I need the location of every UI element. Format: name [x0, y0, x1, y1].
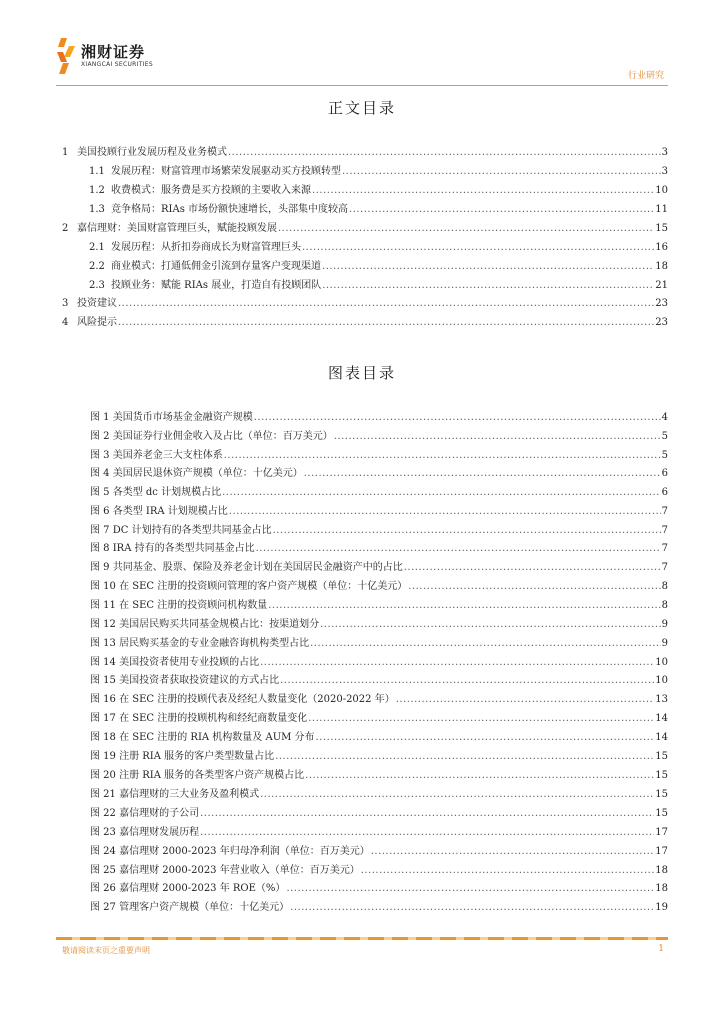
toc-page: 15 [655, 223, 668, 234]
figure-leader [308, 712, 654, 726]
figure-text: 图 13 居民购买基金的专业金融咨询机构类型占比 [90, 638, 310, 649]
figure-leader [361, 864, 655, 878]
figure-leader [286, 882, 654, 896]
figure-text: 图 7 DC 计划持有的各类型共同基金占比 [90, 525, 272, 536]
toc-page: 3 [661, 166, 668, 177]
toc-leader [322, 279, 654, 293]
figure-leader [334, 430, 661, 444]
figure-leader [260, 788, 654, 802]
figure-text: 图 17 在 SEC 注册的投顾机构和经纪商数量变化 [90, 713, 308, 724]
figure-leader [222, 486, 661, 500]
toc-leader [278, 222, 654, 236]
figure-entry[interactable] [90, 750, 668, 764]
figure-leader [273, 524, 661, 538]
figure-text: 图 15 美国投资者获取投资建议的方式占比 [90, 675, 280, 686]
toc-page: 16 [655, 242, 668, 253]
figure-text: 图 23 嘉信理财发展历程 [90, 827, 200, 838]
figure-leader [305, 769, 654, 783]
figure-text: 图 2 美国证券行业佣金收入及占比（单位：百万美元） [90, 431, 333, 442]
figure-page: 6 [661, 487, 668, 498]
figure-entry[interactable] [90, 807, 668, 821]
figure-leader [408, 580, 660, 594]
figure-entry[interactable] [90, 599, 668, 613]
figure-leader [260, 656, 654, 670]
figure-entry[interactable] [90, 769, 668, 783]
figure-leader [200, 807, 654, 821]
toc-page: 23 [655, 317, 668, 328]
toc-leader [342, 165, 661, 179]
figure-page: 10 [655, 675, 668, 686]
figure-text: 图 22 嘉信理财的子公司 [90, 808, 200, 819]
figure-text: 图 20 注册 RIA 服务的各类型客户资产规模占比 [90, 770, 305, 781]
figure-entry[interactable] [90, 788, 668, 802]
toc-number: 1.3 [89, 204, 105, 215]
toc-page: 23 [655, 298, 668, 309]
figure-page: 7 [661, 525, 668, 536]
figure-page: 9 [661, 638, 668, 649]
toc-title: 正文目录 [327, 99, 396, 117]
figure-leader [229, 505, 661, 519]
footer-divider [56, 937, 668, 940]
toc-text: 商业模式：打通低佣金引流到存量客户变现渠道 [111, 261, 321, 272]
figure-page: 9 [661, 619, 668, 630]
toc-number: 2 [62, 223, 69, 234]
toc-text: 发展历程：从折扣券商成长为财富管理巨头 [111, 242, 301, 253]
figure-text: 图 19 注册 RIA 服务的客户类型数量占比 [90, 751, 275, 762]
figure-entry[interactable] [90, 731, 668, 745]
toc-entry[interactable] [62, 146, 668, 160]
figure-leader [290, 901, 654, 915]
figure-leader [275, 750, 654, 764]
figure-entry[interactable] [90, 449, 668, 463]
toc-text: 发展历程：财富管理市场繁荣发展驱动买方投顾转型 [111, 166, 341, 177]
toc-number: 2.3 [89, 280, 105, 291]
report-category: 行业研究 [627, 71, 664, 81]
figure-page: 8 [661, 600, 668, 611]
figure-entry[interactable] [90, 505, 668, 519]
toc-page: 10 [655, 185, 668, 196]
toc-number: 2.2 [89, 261, 105, 272]
toc-text: 投资建议 [77, 298, 117, 309]
figure-page: 15 [655, 751, 668, 762]
figure-page: 18 [655, 883, 668, 894]
figure-text: 图 4 美国居民退休资产规模（单位：十亿美元） [90, 468, 303, 479]
figure-page: 7 [661, 543, 668, 554]
figure-entry[interactable] [90, 542, 668, 556]
figure-entry[interactable] [90, 693, 668, 707]
figure-leader [224, 449, 661, 463]
toc-entry[interactable] [62, 316, 668, 330]
toc-leader [118, 297, 654, 311]
figure-page: 17 [655, 846, 668, 857]
toc-entry[interactable] [62, 222, 668, 236]
figure-entry[interactable] [90, 845, 668, 859]
toc-leader [349, 203, 654, 217]
figure-page: 15 [655, 770, 668, 781]
toc-entry[interactable] [89, 279, 668, 293]
toc-number: 1.2 [89, 185, 105, 196]
figure-entry[interactable] [90, 656, 668, 670]
figure-leader [254, 411, 661, 425]
figure-page: 15 [655, 808, 668, 819]
toc-entry[interactable] [89, 241, 668, 255]
figure-text: 图 10 在 SEC 注册的投资顾问管理的客户资产规模（单位：十亿美元） [90, 581, 408, 592]
figure-page: 14 [655, 713, 668, 724]
figure-leader [304, 467, 661, 481]
figure-entry[interactable] [90, 561, 668, 575]
toc-text: 收费模式：服务费是买方投顾的主要收入来源 [111, 185, 311, 196]
figure-entry[interactable] [90, 712, 668, 726]
toc-leader [302, 241, 654, 255]
toc-number: 1.1 [89, 166, 105, 177]
figure-entry[interactable] [90, 674, 668, 688]
figure-page: 19 [655, 902, 668, 913]
toc-page: 18 [655, 261, 668, 272]
footer-disclaimer: 敬请阅读末页之重要声明 [62, 946, 150, 955]
figure-page: 7 [661, 562, 668, 573]
toc-text: 嘉信理财：美国财富管理巨头，赋能投顾发展 [77, 223, 277, 234]
toc-number: 1 [62, 147, 69, 158]
logo-mark-icon [55, 38, 77, 74]
figure-entry[interactable] [90, 864, 668, 878]
toc-number: 2.1 [89, 242, 105, 253]
figure-entry[interactable] [90, 411, 668, 425]
figure-leader [268, 599, 660, 613]
figure-entry[interactable] [90, 430, 668, 444]
toc-entry[interactable] [89, 165, 668, 179]
figure-leader [200, 826, 654, 840]
figure-leader [316, 731, 655, 745]
figure-entry[interactable] [90, 826, 668, 840]
brand-name-cn: 湘财证券 [81, 43, 146, 61]
figure-page: 6 [661, 468, 668, 479]
figure-entry[interactable] [90, 524, 668, 538]
figure-page: 18 [655, 865, 668, 876]
toc-entry[interactable] [62, 297, 668, 311]
header-divider [56, 85, 668, 86]
figure-page: 17 [655, 827, 668, 838]
company-logo [55, 38, 195, 78]
figures-title: 图表目录 [327, 364, 396, 382]
figure-text: 图 6 各类型 IRA 计划规模占比 [90, 506, 228, 517]
toc-number: 3 [62, 298, 69, 309]
figure-entry[interactable] [90, 486, 668, 500]
figure-leader [310, 637, 661, 651]
figure-text: 图 11 在 SEC 注册的投资顾问机构数量 [90, 600, 268, 611]
figure-leader [396, 693, 655, 707]
figure-entry[interactable] [90, 901, 668, 915]
figure-entry[interactable] [90, 580, 668, 594]
toc-leader [322, 260, 654, 274]
figure-entry[interactable] [90, 618, 668, 632]
figure-text: 图 24 嘉信理财 2000-2023 年归母净利润（单位：百万美元） [90, 846, 370, 857]
toc-text: 投顾业务：赋能 RIAs 展业，打造自有投顾团队 [111, 280, 322, 291]
figure-text: 图 25 嘉信理财 2000-2023 年营业收入（单位：百万美元） [90, 865, 360, 876]
figure-page: 13 [655, 694, 668, 705]
figure-page: 7 [661, 506, 668, 517]
figure-leader [280, 674, 654, 688]
figure-text: 图 8 IRA 持有的各类型共同基金占比 [90, 543, 255, 554]
toc-page: 3 [661, 147, 668, 158]
figure-text: 图 5 各类型 dc 计划规模占比 [90, 487, 222, 498]
figure-text: 图 18 在 SEC 注册的 RIA 机构数量及 AUM 分布 [90, 732, 315, 743]
figure-page: 14 [655, 732, 668, 743]
figure-entry[interactable] [90, 637, 668, 651]
toc-page: 11 [655, 204, 668, 215]
toc-entry[interactable] [89, 203, 668, 217]
figure-text: 图 26 嘉信理财 2000-2023 年 ROE（%） [90, 883, 286, 894]
figure-text: 图 16 在 SEC 注册的投顾代表及经纪人数量变化（2020-2022 年） [90, 694, 395, 705]
figure-text: 图 27 管理客户资产规模（单位：十亿美元） [90, 902, 290, 913]
figure-page: 5 [661, 450, 668, 461]
figure-page: 4 [661, 412, 668, 423]
page-number: 1 [658, 944, 664, 954]
figure-page: 10 [655, 657, 668, 668]
toc-page: 21 [655, 280, 668, 291]
figure-page: 8 [661, 581, 668, 592]
figure-text: 图 3 美国养老金三大支柱体系 [90, 450, 223, 461]
figure-entry[interactable] [90, 882, 668, 896]
toc-text: 风险提示 [77, 317, 117, 328]
toc-leader [118, 316, 654, 330]
figure-text: 图 9 共同基金、股票、保险及养老金计划在美国居民金融资产中的占比 [90, 562, 403, 573]
toc-leader [228, 146, 661, 160]
brand-name-en: XIANGCAI SECURITIES [81, 61, 153, 68]
figure-leader [320, 618, 661, 632]
toc-text: 美国投顾行业发展历程及业务模式 [77, 147, 227, 158]
figure-text: 图 14 美国投资者使用专业投顾的占比 [90, 657, 260, 668]
toc-text: 竞争格局：RIAs 市场份额快速增长，头部集中度较高 [111, 204, 349, 215]
figure-page: 15 [655, 789, 668, 800]
toc-number: 4 [62, 317, 69, 328]
figure-text: 图 21 嘉信理财的三大业务及盈利模式 [90, 789, 260, 800]
figure-page: 5 [661, 431, 668, 442]
toc-leader [312, 184, 654, 198]
toc-entry[interactable] [89, 184, 668, 198]
figure-text: 图 1 美国货币市场基金金融资产规模 [90, 412, 253, 423]
figure-text: 图 12 美国居民购买共同基金规模占比：按渠道划分 [90, 619, 320, 630]
figure-entry[interactable] [90, 467, 668, 481]
figure-leader [404, 561, 661, 575]
figure-leader [256, 542, 661, 556]
toc-entry[interactable] [89, 260, 668, 274]
figure-leader [371, 845, 655, 859]
